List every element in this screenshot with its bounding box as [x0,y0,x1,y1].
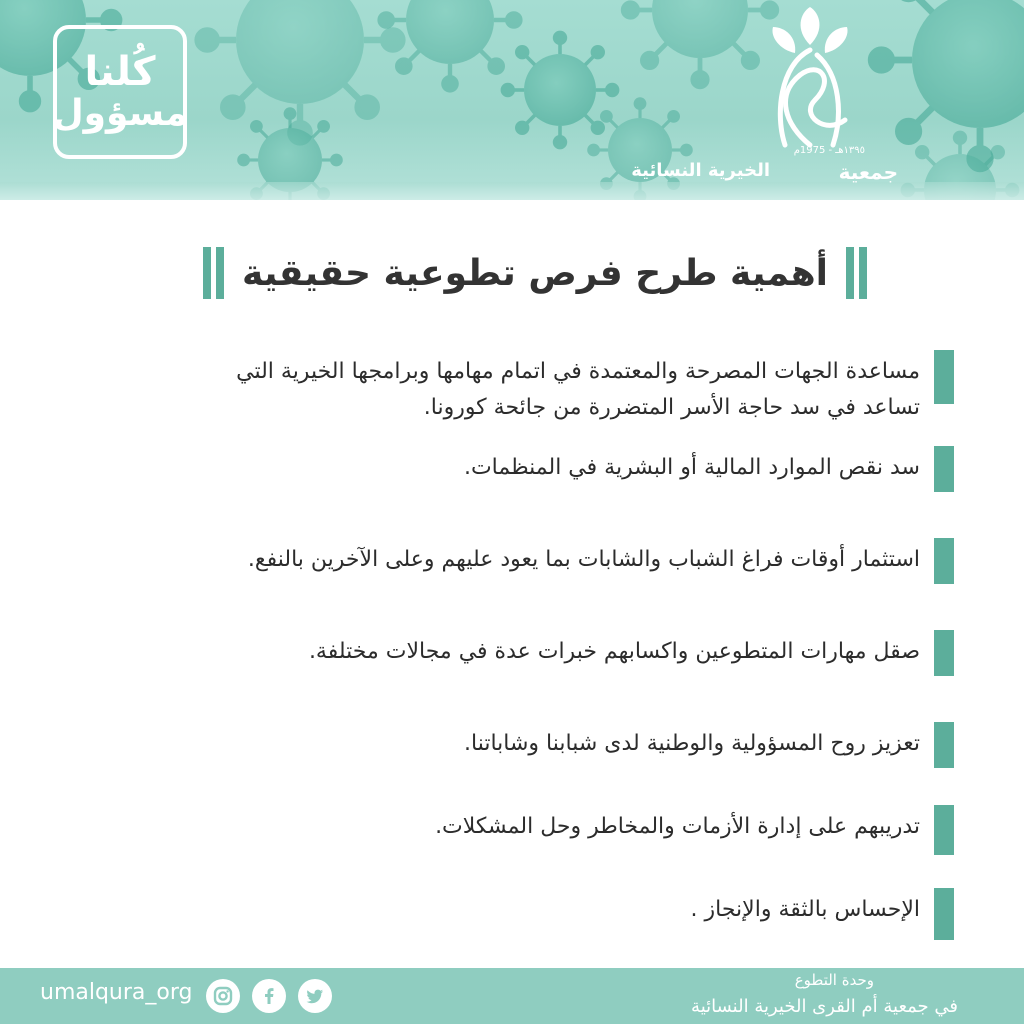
item-marker [934,446,954,492]
item-marker [934,722,954,768]
organization-line: في جمعية أم القرى الخيرية النسائية [691,996,958,1017]
item-marker [934,350,954,404]
item-text: صقل مهارات المتطوعين واكسابهم خبرات عدة في مجالات مختلفة. [308,639,920,664]
footer-bar [0,968,1024,1024]
item-text: سد نقص الموارد المالية أو البشرية في المنظمات. [463,455,920,480]
logo-year: ١٣٩٥هـ - 1975م [793,145,865,156]
item-text: تدريبهم على إدارة الأزمات والمخاطر وحل المشكلات. [435,814,920,839]
volunteer-unit-label: وحدة التطوع [794,971,874,989]
list-item [234,888,954,940]
item-marker [934,630,954,676]
item-text: تعزيز روح المسؤولية والوطنية لدى شبابنا وشاباتنا. [464,731,920,756]
list-item [234,722,954,768]
organization-logo [625,5,910,190]
list-item [234,446,954,492]
list-item [234,805,954,855]
leaf-calligraphy-logo-icon [755,5,865,155]
item-marker [934,888,954,940]
list-item [234,350,954,426]
twitter-icon[interactable] [298,979,332,1013]
instagram-icon[interactable] [206,979,240,1013]
title-bars-left [203,247,224,299]
list-item [234,630,954,676]
page-title: أهمية طرح فرص تطوعية حقيقية [242,252,829,294]
badge-line-1: كُلنا [84,49,156,95]
title-row [170,245,900,301]
social-handle[interactable]: umalqura_org [40,980,193,1005]
badge-line-2: مسؤول [52,93,188,134]
facebook-icon[interactable] [252,979,286,1013]
list-item [234,538,954,584]
item-text: استثمار أوقات فراغ الشباب والشابات بما يعود عليهم وعلى الآخرين بالنفع. [247,547,920,572]
social-icons [206,979,332,1013]
item-text: مساعدة الجهات المصرحة والمعتمدة في اتمام مهامها وبرامجها الخيرية التي تساعد في سد حاجة الأسر المتضررة من جائحة كورونا. [236,359,920,420]
title-bars-right [846,247,867,299]
item-marker [934,538,954,584]
item-marker [934,805,954,855]
item-text: الإحساس بالثقة والإنجاز . [690,897,920,922]
campaign-badge [53,25,187,159]
logo-org-name: الخيرية النسائية [631,160,770,181]
header-banner [0,0,1024,200]
logo-word: جمعية [838,160,898,184]
